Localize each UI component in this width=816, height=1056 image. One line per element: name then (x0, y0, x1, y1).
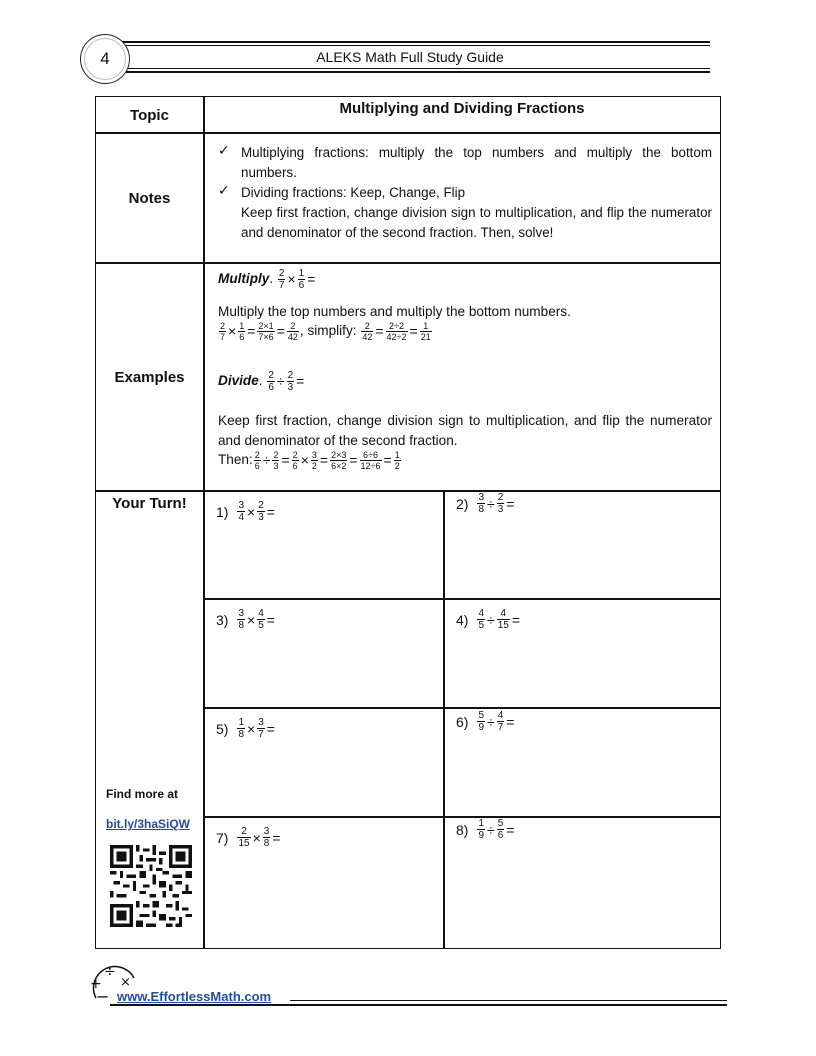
notes-label: Notes (128, 190, 171, 207)
header-rule-top (104, 41, 710, 43)
multiply-example-work: $\frac{2}{7}$ × $\frac{1}{6}$ = $\frac{2\times 1}{7\times 6}$ = $\frac{2}{42}$ , simplify: $\frac{2}{42}$ = $\frac{2\div 2}{42\div 2}$ = $\frac{1}{21}$ (220, 321, 431, 342)
problem-4: 4) $\frac{4}{5}$ ÷ $\frac{4}{15}$ = (456, 608, 521, 631)
label-column-divider (203, 96, 205, 949)
note-multiplying: Multiplying fractions: multiply the top numbers and multiply the bottom numbers. (241, 145, 712, 180)
problem-1: 1) $\frac{3}{4}$ × $\frac{2}{3}$ = (216, 500, 275, 523)
topic-label: Topic (130, 107, 169, 124)
row-divider-topic (95, 132, 721, 134)
problem-3: 3) $\frac{3}{8}$ × $\frac{4}{5}$ = (216, 608, 275, 631)
divide-example-heading: Divide. $\frac{2}{6}$ ÷ $\frac{2}{3}$ = (218, 370, 305, 393)
divide-example-text: Keep first fraction, change division sign to multiplication, and flip the numerator and denominator of the second fraction. (218, 413, 712, 448)
problem-2: 2) $\frac{3}{8}$ ÷ $\frac{2}{3}$ = (456, 492, 515, 515)
website-link[interactable]: www.EffortlessMath.com (117, 989, 272, 1004)
svg-text:−: − (96, 987, 110, 1004)
divide-example-work: Then: $\frac{2}{6}$ ÷ $\frac{2}{3}$ = $\frac{2}{6}$ × $\frac{3}{2}$ = $\frac{2\times 3}{6\times 2}$ = $\frac{6\div 6}{12\div 6}$ = $\frac{1}{2}$ (218, 450, 400, 471)
row-divider-notes (95, 262, 721, 264)
note-dividing-detail: Keep first fraction, change division sign to multiplication, and flip the numerator and denominator of the second fraction. Then, solve! (241, 205, 712, 240)
header-rule-bottom-thin (104, 68, 710, 69)
header-rule-bottom (104, 71, 710, 73)
find-more-label: Find more at (106, 787, 179, 801)
row-divider-problems-1 (203, 598, 721, 600)
note-dividing: Dividing fractions: Keep, Change, Flip (241, 185, 466, 200)
topic-title: Multiplying and Dividing Fractions (339, 100, 585, 117)
problems-column-divider (443, 490, 445, 949)
page-number-badge (80, 34, 130, 84)
page-title: ALEKS Math Full Study Guide (316, 49, 504, 65)
simplify-label: , simplify: (299, 323, 357, 339)
problem-5: 5) $\frac{1}{8}$ × $\frac{3}{7}$ = (216, 717, 275, 740)
svg-text:+: + (90, 976, 102, 992)
short-link[interactable]: bit.ly/3haSiQW (106, 817, 191, 831)
svg-text:×: × (120, 975, 131, 990)
footer-rule-thin (290, 1000, 727, 1001)
problem-8: 8) $\frac{1}{9}$ ÷ $\frac{5}{6}$ = (456, 818, 515, 841)
multiply-label: Multiply (218, 271, 270, 287)
checkmark-icon: ✓ (218, 142, 230, 158)
then-label: Then: (218, 452, 253, 468)
examples-label: Examples (114, 369, 185, 386)
divide-label: Divide (218, 373, 259, 389)
problem-6: 6) $\frac{5}{9}$ ÷ $\frac{4}{7}$ = (456, 710, 515, 733)
page-number: 4 (100, 49, 110, 68)
svg-text:÷: ÷ (104, 964, 116, 980)
checkmark-icon: ✓ (218, 182, 230, 198)
qr-code-icon[interactable] (110, 845, 192, 927)
problem-7: 7) $\frac{2}{15}$ × $\frac{3}{8}$ = (216, 826, 281, 849)
multiply-example-text: Multiply the top numbers and multiply the bottom numbers. (218, 304, 571, 319)
row-divider-problems-2 (203, 707, 721, 709)
footer-rule (110, 1004, 727, 1006)
multiply-example-heading: Multiply. $\frac{2}{7}$ × $\frac{1}{6}$ = (218, 268, 316, 291)
your-turn-label: Your Turn! (112, 495, 187, 512)
row-divider-examples (95, 490, 721, 492)
header-rule-top-thin (104, 45, 710, 46)
